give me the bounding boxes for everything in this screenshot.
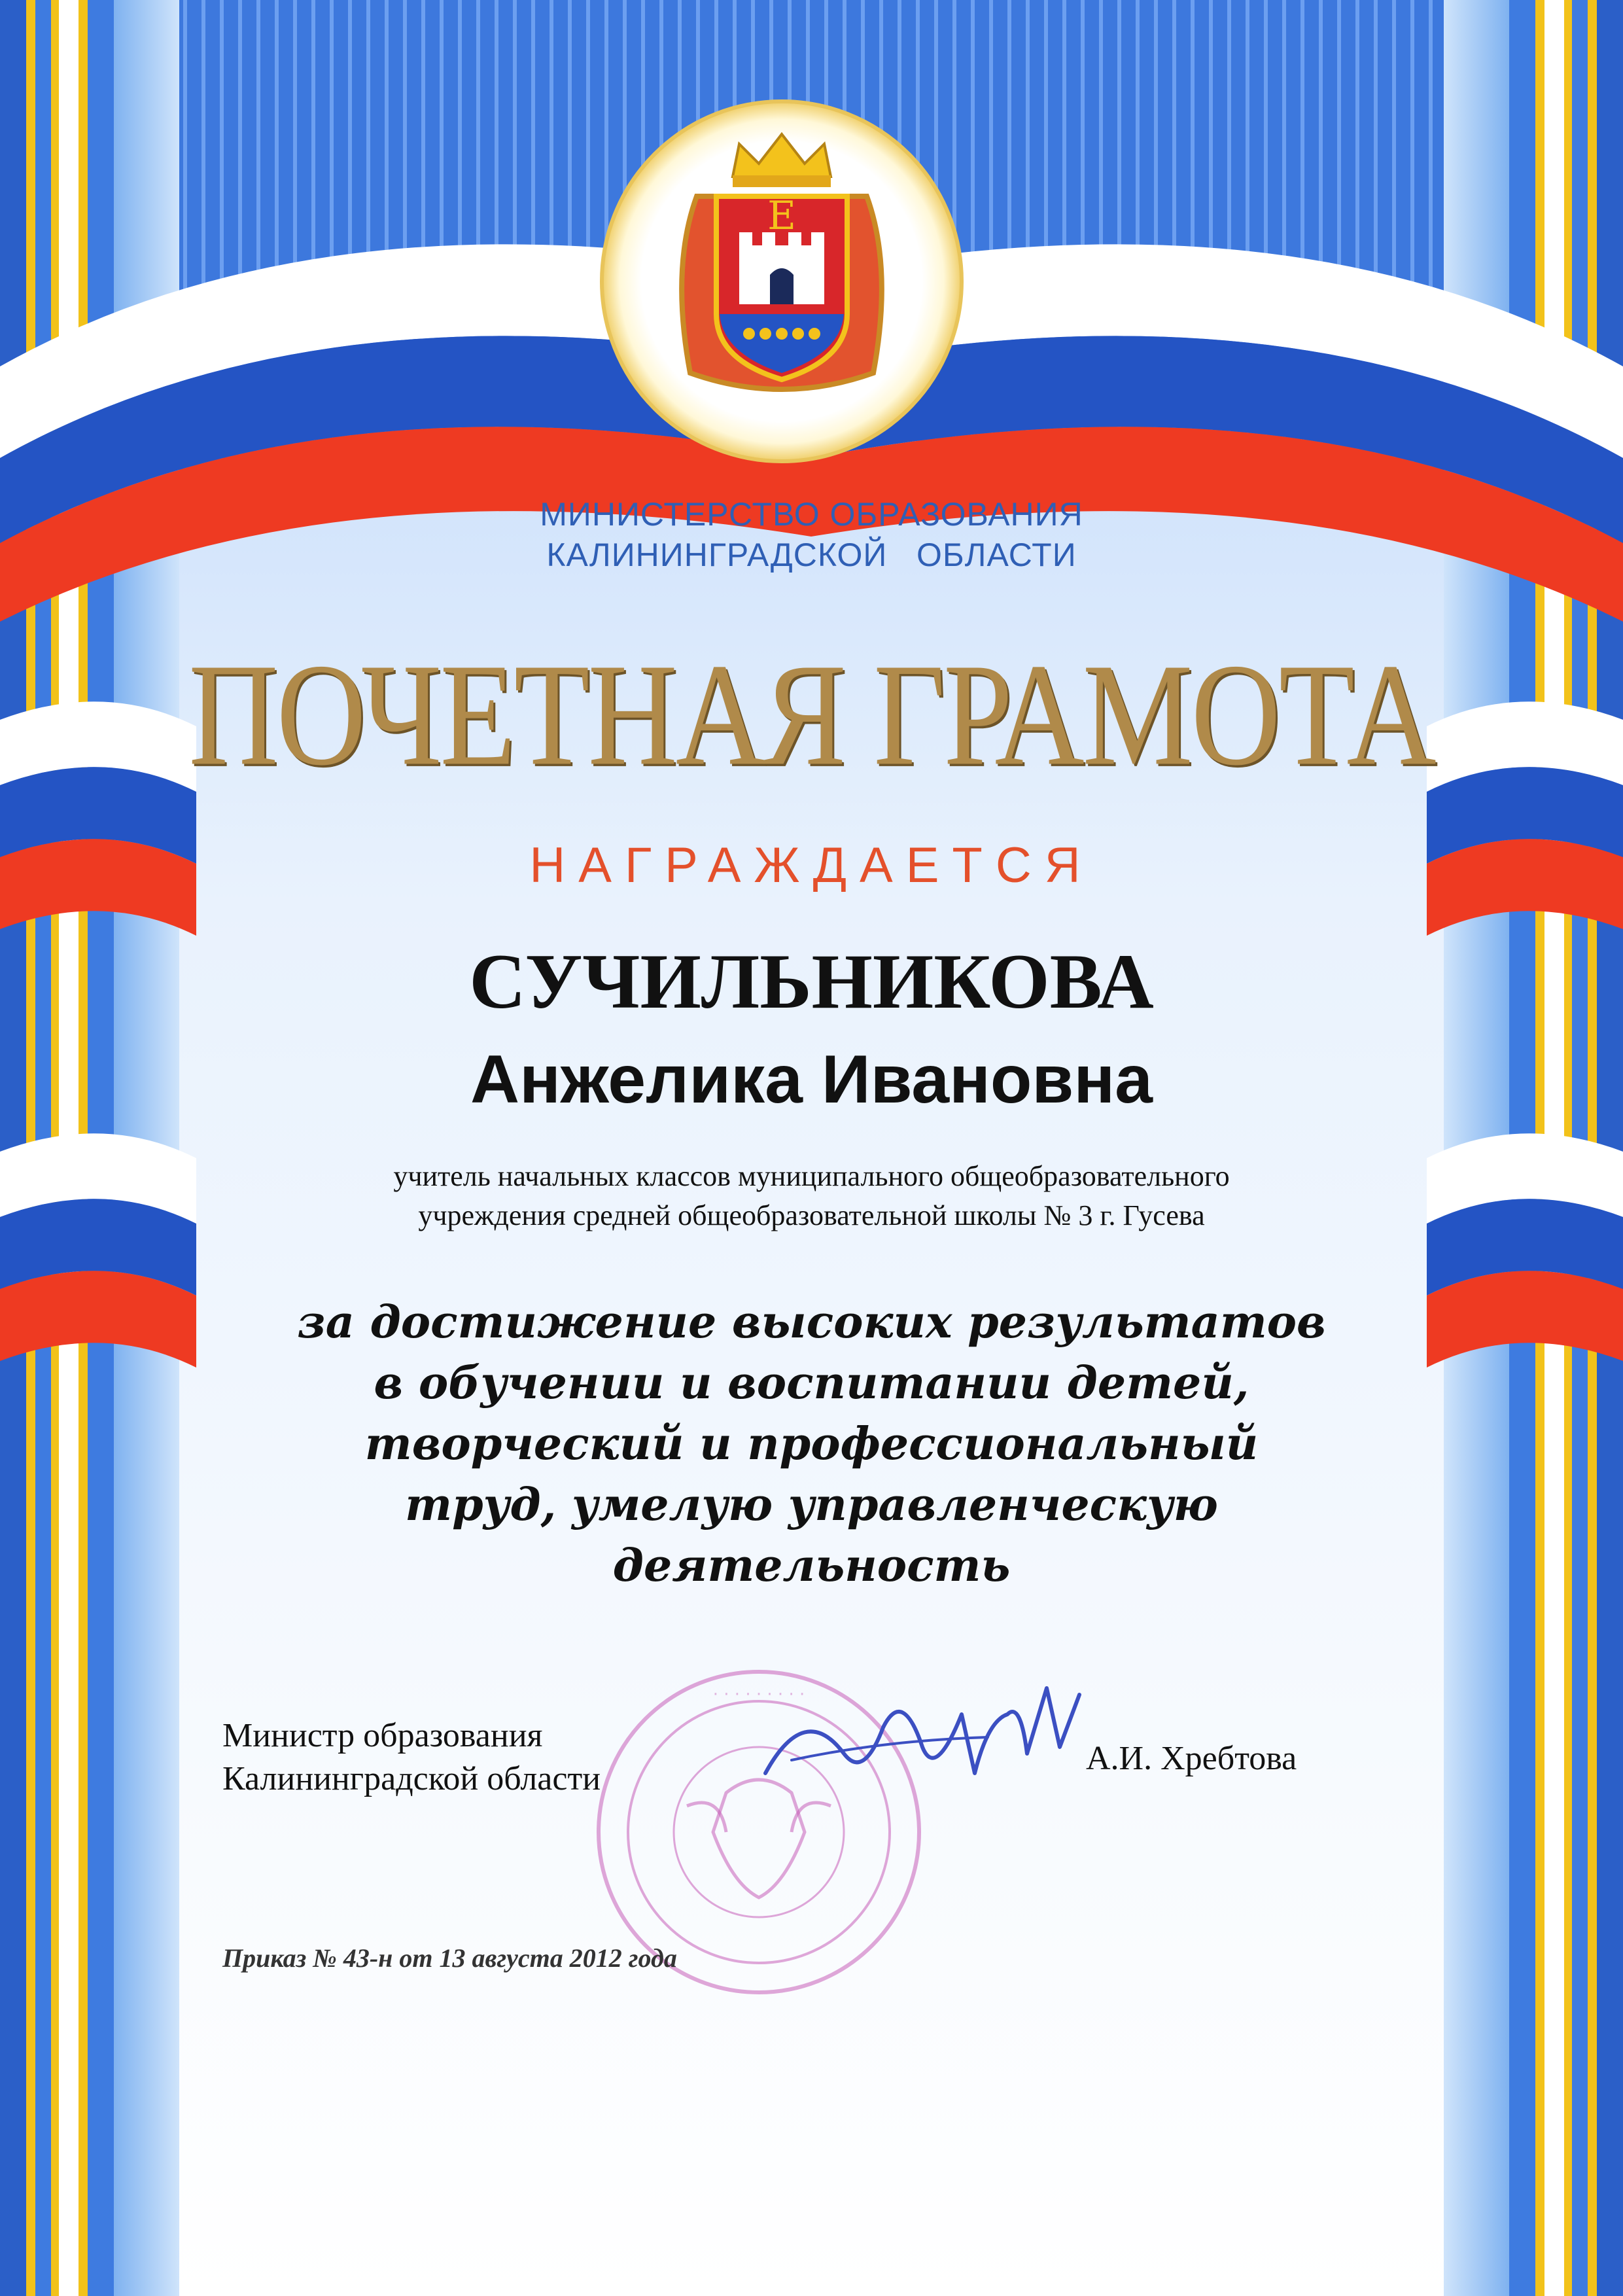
svg-text:Ε: Ε [767, 193, 796, 239]
signer-title [222, 1714, 601, 1801]
svg-text:· · · · · · · · ·: · · · · · · · · · [712, 1685, 805, 1704]
recipient-surname: СУЧИЛЬНИКОВА [469, 938, 1154, 1025]
position-line-2: учреждения средней общеобразовательной школы № 3 г. Гусева [418, 1199, 1205, 1231]
ministry-heading [0, 494, 1623, 575]
recipient-given-names: Анжелика Ивановна [470, 1042, 1153, 1118]
reason-line-5: деятельность [612, 1540, 1011, 1592]
order-reference: Приказ № 43-н от 13 августа 2012 года [222, 1943, 677, 1973]
signer-title-line-1: Министр образования [222, 1717, 543, 1754]
reason-line-4: труд, умелую управленческую [405, 1479, 1218, 1531]
kaliningrad-coat-of-arms-icon [599, 98, 965, 465]
signer-name: А.И. Хребтова [1086, 1740, 1297, 1777]
handwritten-signature [752, 1675, 1092, 1819]
reason-line-2: в обучении и воспитании детей, [374, 1357, 1249, 1409]
certificate-title: ПОЧЕТНАЯ ГРАМОТА [188, 634, 1435, 796]
award-reason [0, 1292, 1623, 1597]
ministry-line-1: МИНИСТЕРСТВО ОБРАЗОВАНИЯ [540, 496, 1083, 533]
reason-line-1: за достижение высоких результатов [297, 1296, 1326, 1349]
recipient-position [0, 1157, 1623, 1235]
position-line-1: учитель начальных классов муниципального общеобразовательного [393, 1160, 1230, 1192]
awarded-label: НАГРАЖДАЕТСЯ [529, 838, 1094, 893]
ministry-line-2: КАЛИНИНГРАДСКОЙ ОБЛАСТИ [546, 537, 1077, 573]
reason-line-3: творческий и профессиональный [364, 1418, 1259, 1470]
signer-title-line-2: Калининградской области [222, 1760, 601, 1797]
